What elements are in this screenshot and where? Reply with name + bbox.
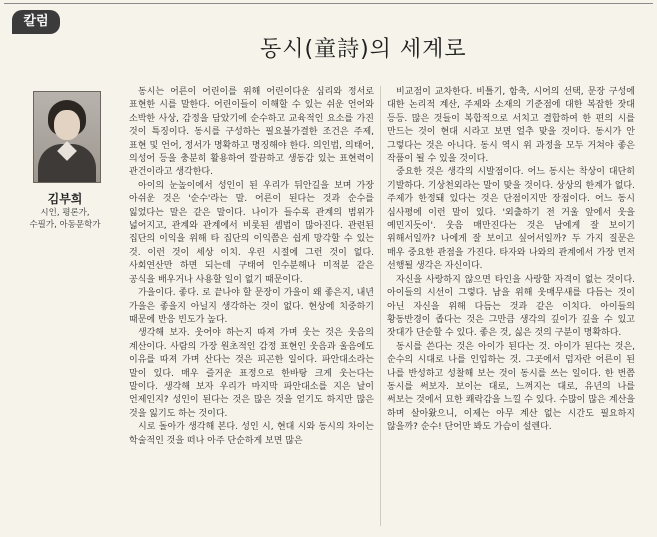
article-title: 동시(童詩)의 세계로 [260,37,467,62]
author-name: 김부희 [47,192,83,206]
column-divider [380,86,381,526]
section-tag: 칼럼 [12,10,60,34]
paragraph: 아이의 눈높이에서 성인이 된 우리가 뒤안길을 보며 가장 아쉬운 것은 '순수'라는 말. 어른이 된다는 것과 순수를 잃었다는 말은 같은 말이다. 나이가 들수록 관계의 범위가 넓어지고, 관계와 관계에서 비롯된 셈법이 많아진다. 관련된 집단의 이익을 위해 타 집단의 이익쯤은 쉽게 망각할 수 있는 것. 이런 것이 세상 이치. 우린 시절에 그런 것이 없다. 사회연산만 하면 되는데 구태여 인수분해나 미적분 같은 공식을 배우거나 사용할 일이 없기 때문이다. [129,180,374,285]
author-role-2: 수필가, 아동문학가 [29,220,101,230]
author-photo [33,91,101,183]
photo-face [54,110,80,140]
top-rule [4,3,653,4]
paragraph: 비교점이 교차한다. 비틀기, 함축, 시어의 선택, 문장 구성에 대한 논리적 계산, 주제와 소재의 기준점에 대한 복잡한 잣대 등등. 많은 것들이 복합적으로 서치고 결합하여 한 편의 시를 만드는 것이 현대 시라고 보면 얼추 맞을 것이다. 동시가 안 그렇다는 것은 아니다. 동시 역시 위 과정을 모두 거쳐야 좋은 작품이 될 수 있을 것이다. [387,87,635,165]
author-role-1: 시인, 평론가, [40,208,90,218]
paragraph: 중요한 것은 생각의 시발점이다. 어느 동시는 착상이 대단히 기발하다. 기상천외라는 말이 맞을 것이다. 상상의 한계가 없다. 주제가 한정돼 있다는 것은 단점이지만 장점이다. 어느 동시 심사평에 이런 말이 있다. '외출하기 전 거울 앞에서 웃을 예민지듯이'. 웃음 매만진다는 것은 남에게 잘 보이기 위해서일까? 나에게 잘 보이고 싶어서일까? 두 가지 질문은 매우 중요한 관점을 가진다. 타자와 나와의 관계에서 가장 먼저 선행될 생각은 자신이다. [387,167,635,272]
paragraph: 생각해 보자. 웃어야 하는지 따져 가며 웃는 것은 웃음의 계산이다. 사람의 가장 원초적인 감정 표현인 웃음과 울음에도 이유를 따져 가며 산다는 것은 피곤한 일이다. 파안대소라는 말이 있다. 매우 즐거운 표정으로 한바탕 크게 웃는다는 말이다. 생각해 보자 우리가 마지막 파안대소를 지은 날이 언제인지? 성인이 된다는 것은 많은 것을 얻기도 하지만 많은 것을 잃기도 하는 것이다. [129,328,374,419]
author-block [20,190,110,231]
article-column-left [129,86,374,448]
paragraph: 동시를 쓴다는 것은 아이가 된다는 것. 아이가 된다는 것은, 순수의 시대로 나를 인입하는 것. 그곳에서 덤자란 어른이 된 나를 반성하고 성찰해 보는 것이 동시를 쓰는 일이다. 한 번쯤 동시를 써보자. 보이는 대로, 느껴지는 대로, 유년의 나를 써보는 것에서 묘한 쾌락감을 느낄 수 있다. 수많이 많은 계산을 하며 살아왔으니, 이제는 아무 계산 없는 시간도 필요하지 않을까? 순수! 단어만 봐도 가슴이 설렌다. [387,341,635,433]
paragraph: 가을이다. 좋다. 로 끝나야 할 문장이 가을이 왜 좋은지, 내년 가을은 좋을지 아닐지 생각하는 것이 없다. 현상에 치중하기 때문에 반응 빈도가 높다. [129,288,374,325]
paragraph: 동시는 어른이 어린이를 위해 어린이다운 심리와 정서로 표현한 시를 말한다. 어린이들이 이해할 수 있는 쉬운 언어와 소박한 사상, 감정을 담았기에 순수하고 교육적인 요소를 가진 것이 특징이다. 동시를 구성하는 필요불가결한 조건은 주제, 표현 및 언어, 정서가 명확하고 명징해야 한다. 의인법, 의태어, 의성어 등을 충분히 활용하여 깔끔하고 생동감 있는 표현력이 관건이라고 생각한다. [129,87,374,178]
paragraph: 시로 돌아가 생각해 본다. 성인 시, 현대 시와 동시의 차이는 학술적인 것을 떠나 아주 단순하게 보면 많은 [129,422,374,446]
paragraph: 자신을 사랑하지 않으면 타인을 사랑할 자격이 없는 것이다. 아이들의 시선이 그렇다. 남을 위해 웃매무새를 다듬는 것이 아닌 자신을 위해 다듬는 것과 같은 이치다. 아이들의 황동반경이 좁다는 것은 그만큼 생각의 깊이가 깊을 수 있고 잣대가 단순할 수 있다. 좋은 것, 싫은 것의 구분이 명확하다. [387,274,635,339]
article-column-right [387,86,635,435]
